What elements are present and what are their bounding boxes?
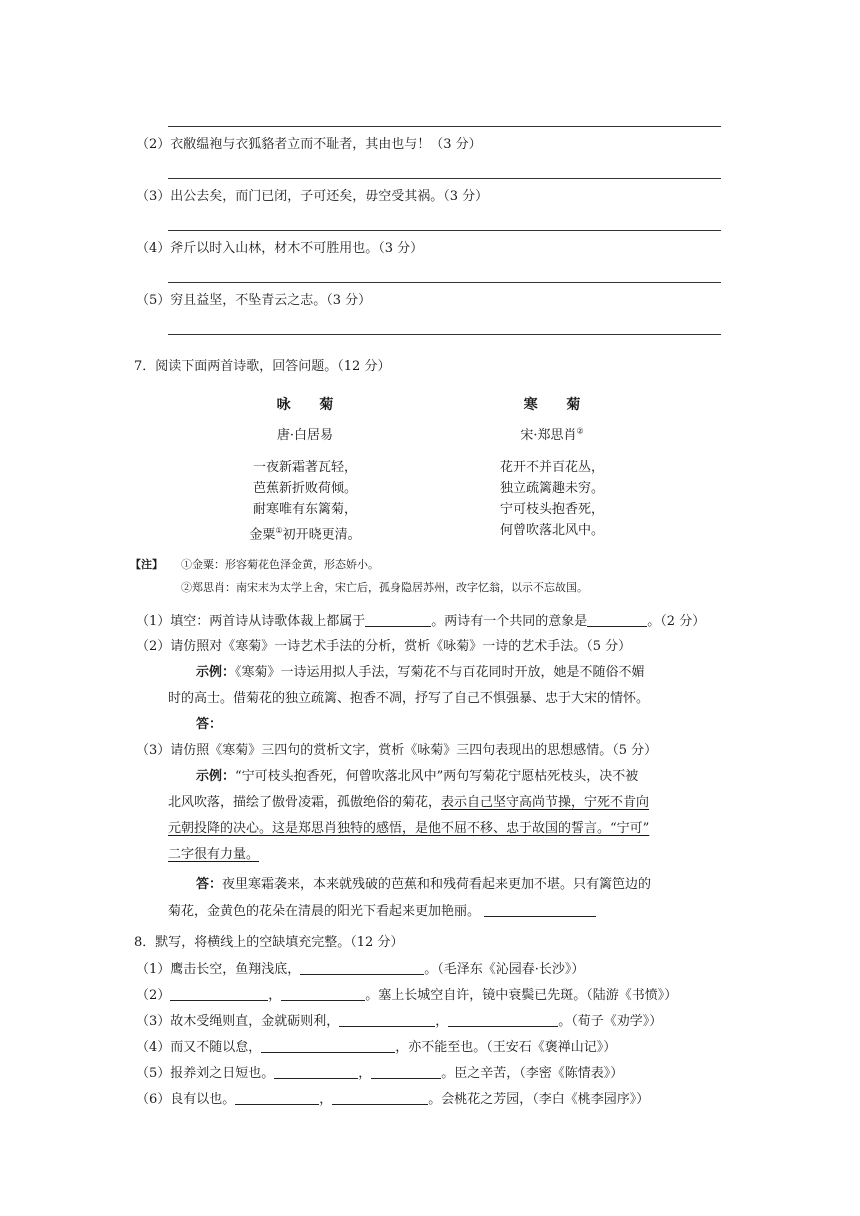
answer-line [168, 178, 721, 179]
q6-item-4 [136, 240, 423, 258]
fill-blank[interactable] [371, 1064, 441, 1079]
poem-line: 金粟①初开晓更清。 [249, 526, 361, 543]
poem-title: 咏 菊 [276, 397, 346, 413]
footnote-mark: ① [275, 526, 283, 535]
example-label: 示例： [196, 665, 236, 680]
fill-blank[interactable] [170, 986, 268, 1001]
q8-line-2: （2） ， 。塞上长城空自许，镜中衰鬓已先斑。（陆游《书愤》） [136, 988, 678, 1003]
q8-line-5: （5）报养刘之日短也。 ， 。臣之辛苦，（李密《陈情表》） [136, 1066, 624, 1081]
notes-label: 【注】 [130, 558, 163, 571]
q7-sub2: （2）请仿照对《寒菊》一诗艺术手法的分析，赏析《咏菊》一诗的艺术手法。（5 分） [136, 639, 632, 654]
fill-blank[interactable] [448, 1012, 558, 1027]
poem-line: 芭蕉新折败荷倾。 [252, 481, 357, 496]
fill-blank[interactable] [235, 1090, 319, 1105]
fill-blank[interactable] [281, 986, 365, 1001]
q6-item-2 [136, 136, 482, 154]
poem-author: 唐·白居易 [276, 428, 334, 443]
poem-yongju [225, 394, 385, 545]
q7-heading: 7．阅读下面两首诗歌，回答问题。（12 分） [134, 359, 391, 374]
q8-line-4: （4）而又不随以怠， ，亦不能至也。（王安石《褒禅山记》） [136, 1040, 617, 1055]
footnote-mark: ② [576, 426, 584, 436]
poem-line: 耐寒唯有东篱菊， [252, 502, 357, 517]
example-label: 示例： [196, 769, 236, 784]
q7-sub3-example-4: 二字很有力量。 [168, 847, 260, 862]
answer-line [168, 126, 721, 127]
fill-blank[interactable] [587, 612, 647, 627]
answer-line [168, 230, 721, 231]
item-number: （3） [136, 189, 171, 204]
item-text: 衣敝缊袍与衣狐貉者立而不耻者，其由也与！（3 分） [170, 137, 482, 152]
poem-line: 何曾吹落北风中。 [499, 523, 604, 538]
q8-heading: 8．默写，将横线上的空缺填充完整。（12 分） [134, 935, 404, 950]
q7-sub2-example-1: 示例：《寒菊》一诗运用拟人手法，写菊花不与百花同时开放，她是不随俗不媚 [196, 665, 645, 680]
poem-title: 寒 菊 [523, 397, 593, 413]
poem-hanju [472, 394, 632, 541]
item-text: 斧斤以时入山林，材木不可胜用也。（3 分） [170, 241, 424, 256]
fill-blank[interactable] [339, 1012, 435, 1027]
answer-line [168, 334, 721, 335]
q8-line-1: （1）鹰击长空，鱼翔浅底， 。（毛泽东《沁园春·长沙》） [136, 962, 585, 977]
q8-line-3: （3）故木受绳则直，金就砺则利， ， 。（荀子《劝学》） [136, 1014, 663, 1029]
item-text: 出公去矣，而门已闭，子可还矣，毋空受其祸。（3 分） [170, 189, 489, 204]
fill-blank[interactable] [300, 960, 424, 975]
q7-sub3-answer-2: 菊花，金黄色的花朵在清晨的阳光下看起来更加艳丽。 [168, 902, 596, 921]
answer-line [168, 282, 721, 283]
note-2: ②郑思肖：南宋末为太学上舍，宋亡后，孤身隐居苏州，改字忆翁，以示不忘故国。 [181, 581, 588, 594]
q7-sub3-example-2: 北风吹落，描绘了傲骨凌霜，孤傲绝俗的菊花，表示自己坚守高尚节操，宁死不肯向 [168, 795, 650, 810]
q6-item-3 [136, 188, 488, 206]
q7-sub3-answer-1: 答：夜里寒霜袭来，本来就残破的芭蕉和和残荷看起来更加不堪。只有篱笆边的 [196, 877, 652, 892]
poem-author: 宋·郑思肖② [520, 426, 584, 443]
note-1: ①金粟：形容菊花色泽金黄，形态娇小。 [181, 558, 379, 571]
q7-sub3: （3）请仿照《寒菊》三四句的赏析文字，赏析《咏菊》三四句表现出的思想感情。（5 分） [136, 743, 658, 758]
q8-line-6: （6）良有以也。 ， 。会桃花之芳园，（李白《桃李园序》） [136, 1092, 650, 1107]
q7-sub2-example-2: 时的高士。借菊花的独立疏篱、抱香不凋，抒写了自己不惧强暴、忠于大宋的情怀。 [168, 691, 650, 706]
q6-item-5 [136, 292, 371, 310]
item-number: （5） [136, 293, 171, 308]
q7-sub3-example-1: 示例：“宁可枝头抱香死，何曾吹落北风中”两句写菊花宁愿枯死枝头，决不被 [196, 769, 639, 784]
poem-line: 花开不并百花丛， [499, 460, 604, 475]
poem-line: 独立疏篱趣未穷。 [499, 481, 604, 496]
poem-line: 一夜新霜著瓦轻， [252, 460, 357, 475]
fill-blank[interactable] [365, 612, 431, 627]
answer-label: 答： [196, 877, 223, 892]
fill-blank[interactable] [261, 1038, 395, 1053]
item-text: 穷且益坚，不坠青云之志。（3 分） [170, 293, 372, 308]
fill-blank[interactable] [484, 902, 596, 917]
answer-label: 答： [196, 717, 223, 732]
q7-sub3-example-3: 元朝投降的决心。这是郑思肖独特的感悟，是他不屈不移、忠于故国的誓言。“宁可” [168, 821, 650, 836]
item-number: （4） [136, 241, 171, 256]
item-number: （2） [136, 137, 171, 152]
fill-blank[interactable] [332, 1090, 428, 1105]
poem-line: 宁可枝头抱香死， [499, 502, 604, 517]
fill-blank[interactable] [274, 1064, 358, 1079]
q7-sub1: （1）填空：两首诗从诗歌体裁上都属于 。两诗有一个共同的意象是 。（2 分） [136, 614, 706, 629]
